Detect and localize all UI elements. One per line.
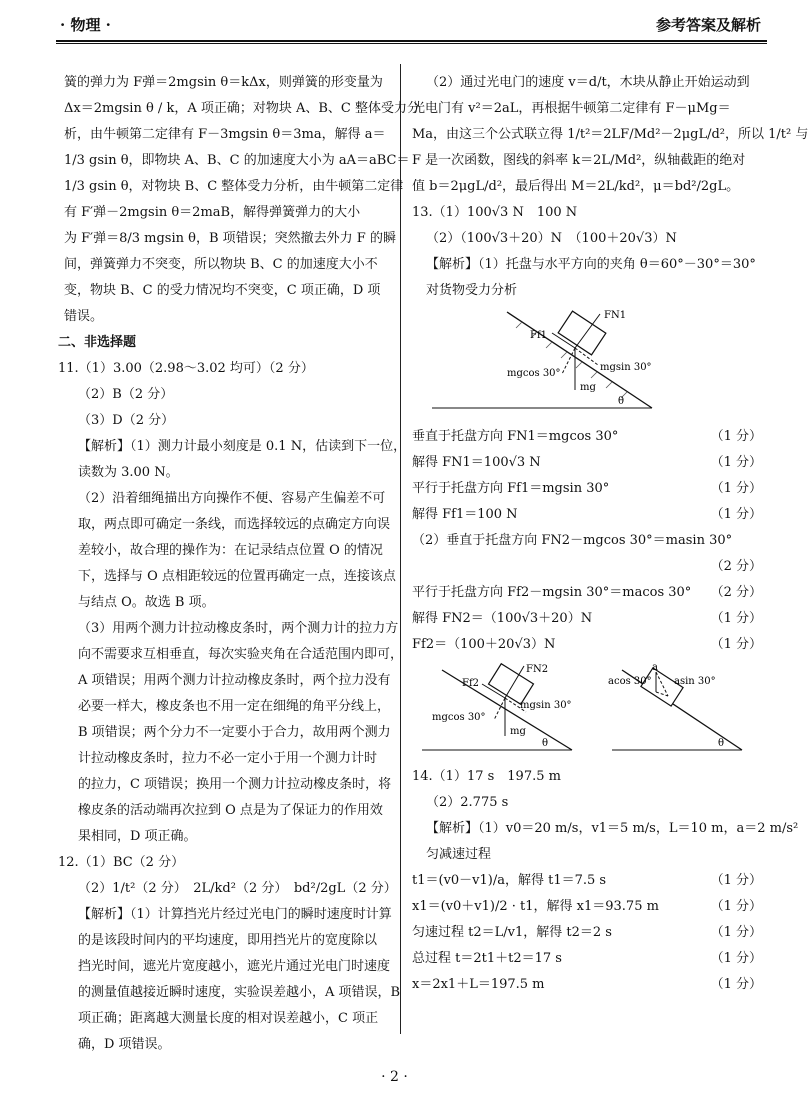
header-rule-thin — [56, 43, 767, 44]
q14-step-row — [412, 920, 762, 946]
q12-analysis-line: F 是一次函数，图线的斜率 k＝2L/Md²，纵轴截距的绝对 — [412, 153, 746, 168]
q14-step-row — [412, 894, 762, 920]
ff2-label: Ff2 — [462, 678, 480, 689]
mgcos-label: mgcos 30° — [507, 368, 561, 379]
text-line: 错误。 — [64, 309, 104, 324]
q11-analysis-line: （2）沿着细绳描出方向操作不便、容易产生偏差不可 — [78, 491, 386, 506]
step-text: x＝2x1＋L＝197.5 m — [412, 977, 545, 992]
step-text: 解得 FN1＝100√3 N — [412, 455, 541, 470]
q12-answer-line: （2）1/t²（2 分） 2L/kd²（2 分） bd²/2gL（2 分） — [78, 881, 397, 896]
step-score: （1 分） — [710, 455, 762, 470]
q13-step-row — [412, 424, 762, 450]
q12-analysis-line: 确，D 项错误。 — [78, 1037, 171, 1052]
step-score: （1 分） — [710, 611, 762, 626]
q13-answer-line: 13.（1）100√3 N 100 N — [412, 205, 578, 220]
q14-answer-line: （2）2.775 s — [426, 795, 509, 810]
q13-analysis-line: 【解析】（1）托盘与水平方向的夹角 θ＝60°－30°＝30° — [426, 257, 756, 272]
page-header — [60, 10, 761, 40]
ff-label: Ff1 — [530, 330, 548, 341]
q14-answer-line: 14.（1）17 s 197.5 m — [412, 769, 561, 784]
force-diagram-2 — [422, 664, 572, 750]
theta2-label: θ — [542, 738, 549, 749]
step-score: （2 分） — [710, 585, 762, 600]
q12-analysis-line: 项正确；距离越大测量长度的相对误差越小，C 项正 — [78, 1011, 379, 1026]
q12-analysis-line: 【解析】（1）计算挡光片经过光电门的瞬时速度时计算 — [78, 907, 392, 922]
q11-analysis-line: B 项错误；两个分力不一定要小于合力，故用两个测力 — [78, 725, 391, 740]
force-diagram-3 — [608, 662, 742, 750]
q13-step-row — [412, 450, 762, 476]
fn2-label: FN2 — [526, 664, 549, 675]
step-text: 平行于托盘方向 Ff2－mgsin 30°＝macos 30° — [412, 585, 692, 600]
q11-analysis-line: 果相同，D 项正确。 — [78, 829, 197, 844]
q11-analysis-line: （3）用两个测力计拉动橡皮条时，两个测力计的拉力方 — [78, 621, 399, 636]
mgsin-label: mgsin 30° — [600, 362, 652, 373]
q12-analysis-line: 的是该段时间内的平均速度，即用挡光片的宽度除以 — [78, 933, 378, 948]
q14-analysis-line: 【解析】（1）v0＝20 m/s，v1＝5 m/s，L＝10 m，a＝2 m/s² — [426, 821, 799, 836]
q11-analysis-line: 向不需要求互相垂直，每次实验夹角在合适范围内即可， — [78, 647, 404, 662]
q11-analysis-line: 的拉力，C 项错误；换用一个测力计拉动橡皮条时，将 — [78, 777, 392, 792]
step-text: （2）垂直于托盘方向 FN2－mgcos 30°＝masin 30° — [412, 533, 733, 548]
theta-label: θ — [618, 396, 625, 407]
q11-analysis-line: 【解析】（1）测力计最小刻度是 0.1 N，估读到下一位， — [78, 439, 407, 454]
q11-analysis-line: A 项错误；用两个测力计拉动橡皮条时，两个拉力没有 — [78, 673, 391, 688]
q12-analysis-line: （2）通过光电门的速度 v＝d/t，木块从静止开始运动到 — [426, 75, 750, 90]
column-divider — [400, 64, 401, 1034]
step-score: （1 分） — [710, 637, 762, 652]
mg2-label: mg — [510, 726, 526, 737]
step-text: 平行于托盘方向 Ff1＝mgsin 30° — [412, 481, 610, 496]
q14-step-row — [412, 946, 762, 972]
step-text: t1＝(v0－v1)/a，解得 t1＝7.5 s — [412, 873, 607, 888]
q11-analysis-line: 计拉动橡皮条时，拉力不必一定小于用一个测力计时 — [78, 751, 378, 766]
q13-step-row — [412, 606, 762, 632]
a-label: a — [652, 662, 658, 673]
step-score: （1 分） — [710, 873, 762, 888]
q11-analysis-line: 与结点 O。故选 B 项。 — [78, 595, 215, 610]
subject-title: · 物理 · — [60, 16, 111, 34]
step-text: Ff2＝（100＋20√3）N — [412, 637, 556, 652]
text-line: 有 F′弹－2mgsin θ＝2maB，解得弹簧弹力的大小 — [64, 205, 361, 220]
q14-step-row — [412, 868, 762, 894]
left-column — [58, 70, 420, 1058]
text-line: 为 F′弹＝8/3 mgsin θ，B 项错误；突然撤去外力 F 的瞬 — [64, 231, 396, 246]
q13-answer-line: （2）（100√3＋20）N （100＋20√3）N — [426, 231, 677, 246]
text-line: 变，物块 B、C 的受力情况均不突变，C 项正确，D 项 — [64, 283, 381, 298]
step-text: 垂直于托盘方向 FN1＝mgcos 30° — [412, 429, 619, 444]
step-text: 匀速过程 t2＝L/v1，解得 t2＝2 s — [412, 925, 612, 940]
q14-step-row — [412, 972, 762, 998]
q11-analysis-line: 读数为 3.00 N。 — [78, 465, 179, 480]
q11-analysis-line: 取，两点即可确定一条线，而选择较远的点确定方向误 — [78, 517, 391, 532]
step-score: （1 分） — [710, 951, 762, 966]
mgcos2-label: mgcos 30° — [432, 712, 486, 723]
right-column — [412, 70, 808, 998]
text-line: 簧的弹力为 F弹＝2mgsin θ＝kΔx，则弹簧的形变量为 — [64, 75, 383, 90]
step-score: （1 分） — [710, 429, 762, 444]
section-heading: 二、非选择题 — [58, 335, 137, 350]
text-line: 1/3 gsin θ，即物块 A、B、C 的加速度大小为 aA＝aBC＝ — [64, 153, 410, 168]
q12-analysis-line: Ma，由这三个公式联立得 1/t²＝2LF/Md²－2μgL/d²，所以 1/t² 与 — [412, 127, 808, 142]
q11-answer-line: （3）D（2 分） — [78, 413, 175, 428]
force-diagrams-2-3 — [412, 662, 762, 758]
q11-analysis-line: 必要一样大，橡皮条也不用一定在细绳的角平分线上， — [78, 699, 391, 714]
step-text: x1＝(v0＋v1)/2 · t1，解得 x1＝93.75 m — [412, 899, 659, 914]
step-text: 解得 Ff1＝100 N — [412, 507, 518, 522]
asin-label: asin 30° — [674, 676, 716, 687]
q12-analysis-line: 光电门有 v²＝2aL，再根据牛顿第二定律有 F－μMg＝ — [412, 101, 731, 116]
q12-answer-line: 12.（1）BC（2 分） — [58, 855, 185, 870]
q11-analysis-line: 下，选择与 O 点相距较远的位置再确定一点，连接该点 — [78, 569, 396, 584]
q13-analysis-line: 对货物受力分析 — [426, 283, 518, 298]
q13-step-row — [412, 502, 762, 528]
q11-answer-line: （2）B（2 分） — [78, 387, 174, 402]
q13-step-row — [412, 554, 762, 580]
q11-analysis-line: 橡皮条的活动端再次拉到 O 点是为了保证力的作用效 — [78, 803, 383, 818]
header-rule — [56, 40, 767, 42]
step-text: 总过程 t＝2t1＋t2＝17 s — [412, 951, 562, 966]
fn-label: FN1 — [604, 310, 627, 321]
q14-analysis-line: 匀减速过程 — [426, 847, 492, 862]
force-diagram-1 — [412, 308, 762, 418]
text-line: Δx＝2mgsin θ / k，A 项正确；对物块 A、B、C 整体受力分 — [64, 101, 420, 116]
q12-analysis-line: 值 b＝2μgL/d²，最后得出 M＝2L/kd²，μ＝bd²/2gL。 — [412, 179, 740, 194]
q13-step-row — [412, 476, 762, 502]
q13-step-row — [412, 528, 762, 554]
text-line: 间，弹簧弹力不突变，所以物块 B、C 的加速度大小不 — [64, 257, 378, 272]
step-text: 解得 FN2＝（100√3＋20）N — [412, 611, 593, 626]
theta3-label: θ — [718, 738, 725, 749]
q11-answer-line: 11.（1）3.00（2.98～3.02 均可）（2 分） — [58, 361, 314, 376]
step-score: （1 分） — [710, 925, 762, 940]
q12-analysis-line: 挡光时间，遮光片宽度越小，遮光片通过光电门时速度 — [78, 959, 391, 974]
step-score: （1 分） — [710, 481, 762, 496]
q13-step-row — [412, 580, 762, 606]
text-line: 析，由牛顿第二定律有 F－3mgsin θ＝3ma，解得 a＝ — [64, 127, 386, 142]
step-score: （1 分） — [710, 977, 762, 992]
mg-label: mg — [580, 382, 596, 393]
step-score: （2 分） — [710, 559, 762, 574]
mgsin2-label: mgsin 30° — [520, 700, 572, 711]
q11-analysis-line: 差较小，故合理的操作为：在记录结点位置 O 的情况 — [78, 543, 383, 558]
step-score: （1 分） — [710, 899, 762, 914]
page-number: · 2 · — [381, 1069, 408, 1085]
step-score: （1 分） — [710, 507, 762, 522]
text-line: 1/3 gsin θ，对物块 B、C 整体受力分析，由牛顿第二定律 — [64, 179, 404, 194]
q13-step-row — [412, 632, 762, 658]
section-title: 参考答案及解析 — [655, 16, 761, 34]
acos-label: acos 30° — [608, 676, 652, 687]
q12-analysis-line: 的测量值越接近瞬时速度，实验误差越小，A 项错误，B — [78, 985, 401, 1000]
